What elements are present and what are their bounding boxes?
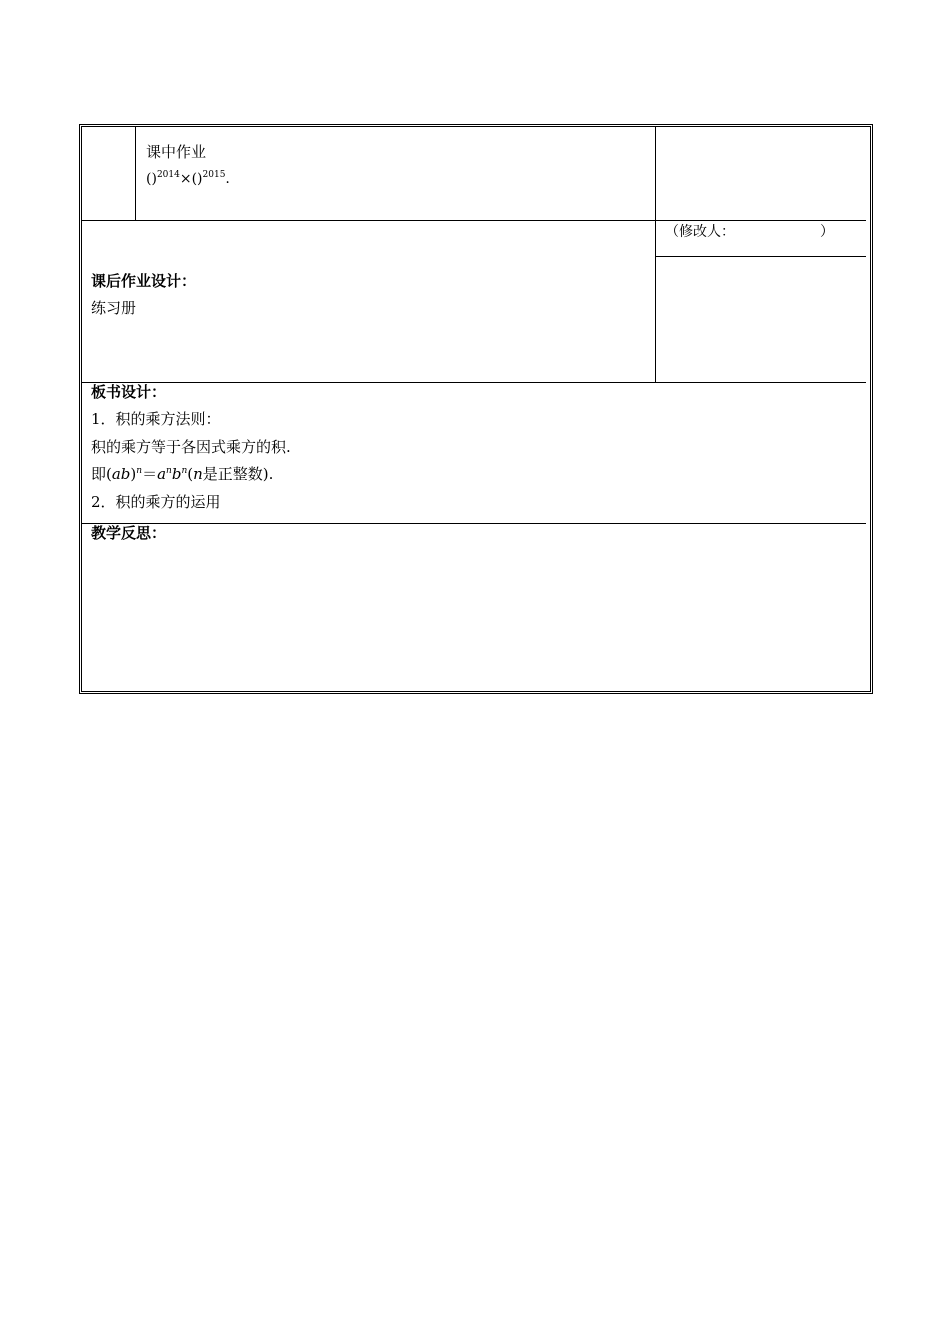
reviser-close: ） bbox=[820, 224, 834, 240]
homework-title: 课后作业设计： bbox=[91, 272, 197, 290]
divider-reviser bbox=[655, 256, 866, 257]
divider-left-col bbox=[135, 126, 136, 221]
expr-exponent-1: 2014 bbox=[156, 170, 180, 180]
board-title: 板书设计： bbox=[91, 383, 167, 401]
formula-prefix: 即( bbox=[91, 465, 112, 483]
in-class-expression bbox=[146, 172, 230, 186]
board-item-1: 1．积的乘方法则： bbox=[91, 410, 221, 428]
formula-lparen: ( bbox=[187, 465, 194, 483]
divider-row-3 bbox=[82, 523, 866, 524]
formula-equals: ＝ bbox=[142, 465, 158, 483]
divider-row-2 bbox=[82, 382, 866, 383]
formula-a: a bbox=[157, 465, 167, 483]
expr-times: × bbox=[179, 171, 192, 187]
expr-exponent-2: 2015 bbox=[202, 170, 226, 180]
formula-ab: ab bbox=[111, 465, 131, 483]
expr-paren-2: () bbox=[191, 171, 203, 187]
divider-row-1 bbox=[82, 220, 866, 221]
divider-right-col bbox=[655, 126, 656, 382]
formula-exp-n1: n bbox=[136, 466, 143, 476]
reviser-label: （修改人： bbox=[665, 224, 735, 240]
formula-b: b bbox=[171, 465, 182, 483]
reflection-title: 教学反思： bbox=[91, 524, 167, 542]
homework-content: 练习册 bbox=[91, 299, 137, 317]
board-formula bbox=[91, 467, 273, 482]
board-item-2: 2．积的乘方的运用 bbox=[91, 493, 221, 511]
formula-tail: 是正整数). bbox=[202, 465, 274, 483]
formula-exp-n3: n bbox=[181, 466, 188, 476]
in-class-title: 课中作业 bbox=[146, 143, 207, 161]
formula-n: n bbox=[193, 465, 203, 483]
formula-rparen: ) bbox=[130, 465, 137, 483]
lesson-plan-table bbox=[79, 124, 873, 694]
expr-end: . bbox=[225, 171, 230, 187]
expr-paren-1: () bbox=[146, 171, 157, 187]
board-rule: 积的乘方等于各因式乘方的积. bbox=[91, 438, 291, 456]
formula-exp-n2: n bbox=[166, 466, 172, 476]
